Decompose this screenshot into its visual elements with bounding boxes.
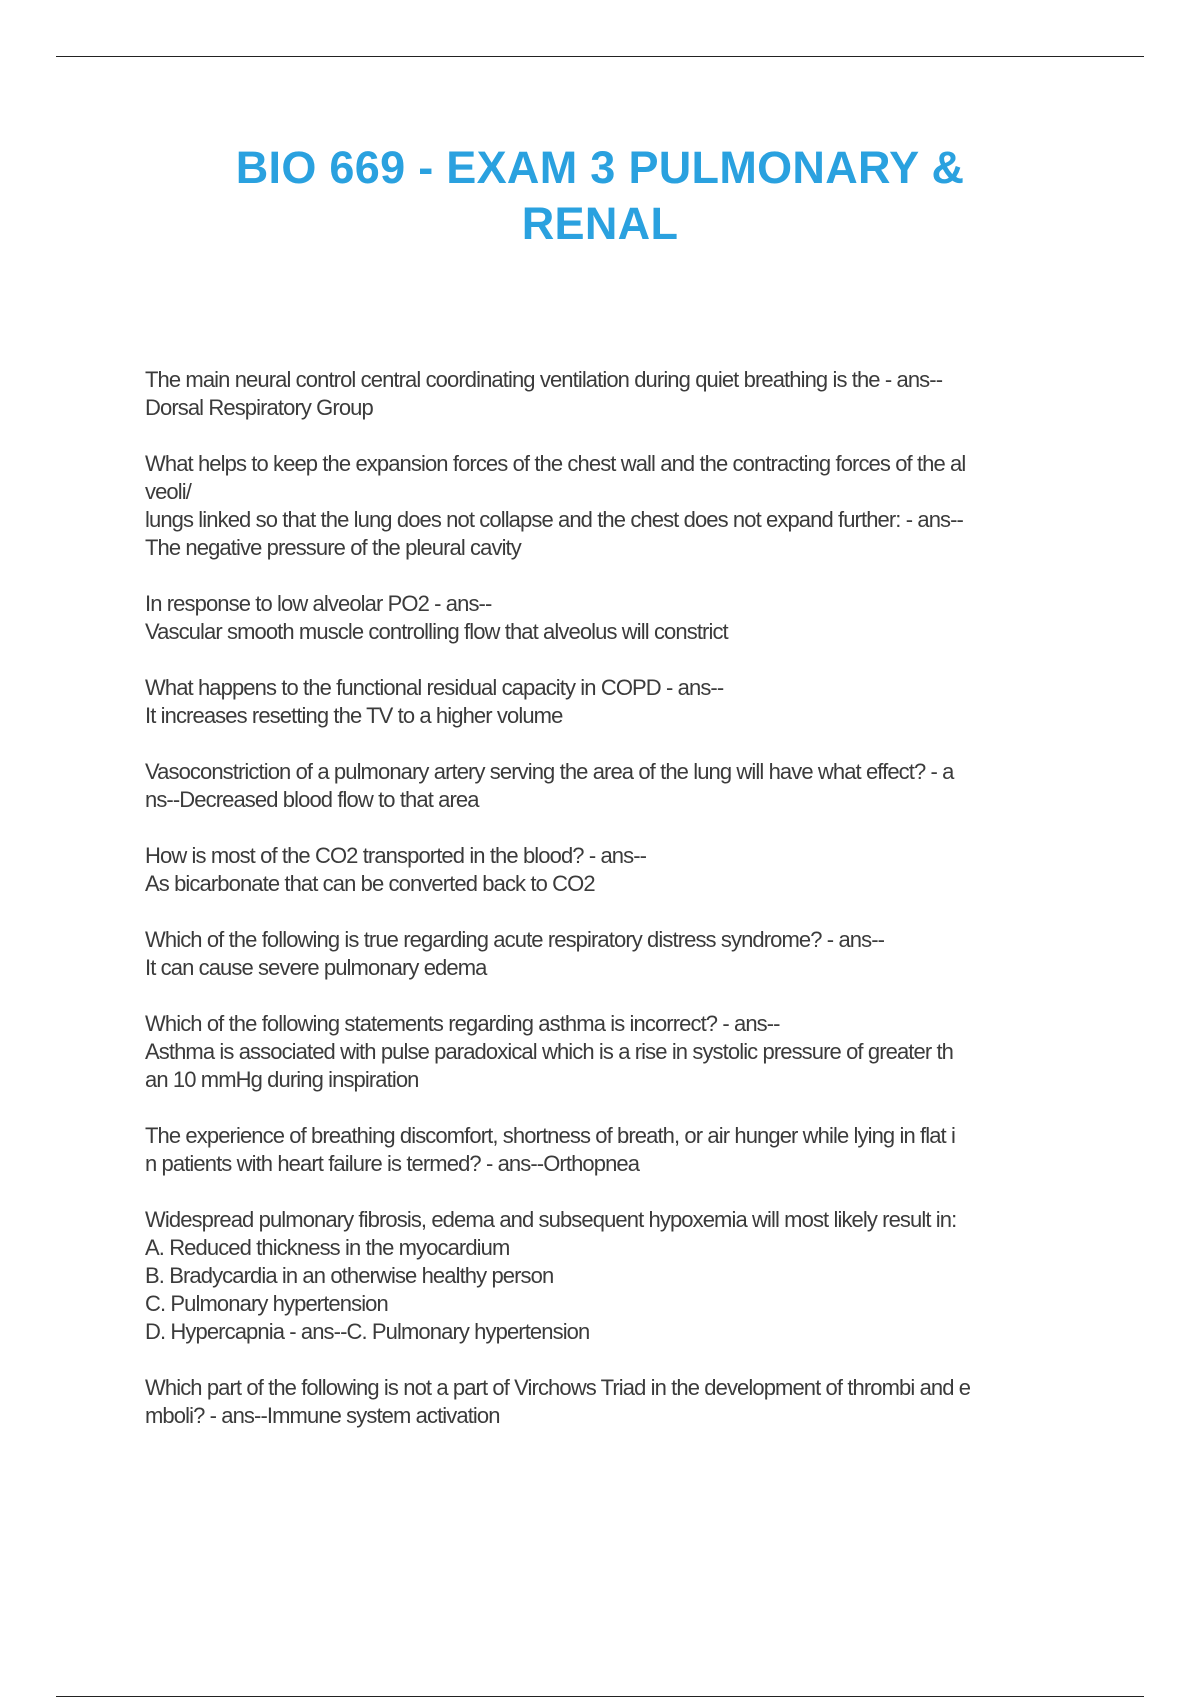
qa-line: It can cause severe pulmonary edema — [145, 955, 487, 980]
qa-item — [145, 926, 1095, 982]
title-line: RENAL — [521, 198, 679, 249]
qa-line: Dorsal Respiratory Group — [145, 395, 373, 420]
qa-line: The main neural control central coordinating ventilation during quiet breathing is the - ans-- — [145, 367, 943, 392]
qa-line: As bicarbonate that can be converted back to CO2 — [145, 871, 595, 896]
qa-item — [145, 674, 1095, 730]
qa-item — [145, 758, 1095, 814]
qa-line: Which part of the following is not a part of Virchows Triad in the development of thrombi and e — [145, 1375, 971, 1400]
qa-line: D. Hypercapnia - ans--C. Pulmonary hypertension — [145, 1319, 590, 1344]
qa-item — [145, 450, 1095, 562]
qa-line: Widespread pulmonary fibrosis, edema and subsequent hypoxemia will most likely result in: — [145, 1207, 957, 1232]
qa-line: veoli/ — [145, 479, 191, 504]
header-rule — [56, 56, 1144, 57]
qa-item — [145, 842, 1095, 898]
qa-line: The negative pressure of the pleural cavity — [145, 535, 521, 560]
qa-line: Asthma is associated with pulse paradoxical which is a rise in systolic pressure of greater th — [145, 1039, 954, 1064]
qa-line: It increases resetting the TV to a higher volume — [145, 703, 563, 728]
qa-line: an 10 mmHg during inspiration — [145, 1067, 419, 1092]
qa-line: Which of the following is true regarding acute respiratory distress syndrome? - ans-- — [145, 927, 885, 952]
qa-line: C. Pulmonary hypertension — [145, 1291, 388, 1316]
qa-line: B. Bradycardia in an otherwise healthy person — [145, 1263, 554, 1288]
qa-line: What happens to the functional residual capacity in COPD - ans-- — [145, 675, 724, 700]
qa-line: What helps to keep the expansion forces of the chest wall and the contracting forces of the al — [145, 451, 966, 476]
qa-line: Vasoconstriction of a pulmonary artery serving the area of the lung will have what effect? - a — [145, 759, 954, 784]
qa-item — [145, 590, 1095, 646]
footer-rule — [56, 1696, 1144, 1697]
document-title — [0, 140, 1200, 252]
qa-line: n patients with heart failure is termed? - ans--Orthopnea — [145, 1151, 640, 1176]
qa-line: How is most of the CO2 transported in the blood? - ans-- — [145, 843, 647, 868]
qa-line: The experience of breathing discomfort, shortness of breath, or air hunger while lying in flat i — [145, 1123, 955, 1148]
qa-item — [145, 1122, 1095, 1178]
qa-line: Vascular smooth muscle controlling flow that alveolus will constrict — [145, 619, 728, 644]
qa-line: mboli? - ans--Immune system activation — [145, 1403, 500, 1428]
qa-item — [145, 366, 1095, 422]
title-line: BIO 669 - EXAM 3 PULMONARY & — [235, 142, 965, 193]
qa-line: In response to low alveolar PO2 - ans-- — [145, 591, 492, 616]
qa-item — [145, 1010, 1095, 1094]
qa-line: Which of the following statements regarding asthma is incorrect? - ans-- — [145, 1011, 780, 1036]
qa-line: ns--Decreased blood flow to that area — [145, 787, 479, 812]
qa-item — [145, 1374, 1095, 1430]
qa-line: lungs linked so that the lung does not collapse and the chest does not expand further: - ans-- — [145, 507, 963, 532]
qa-list — [145, 366, 1095, 1458]
qa-item — [145, 1206, 1095, 1346]
qa-line: A. Reduced thickness in the myocardium — [145, 1235, 510, 1260]
